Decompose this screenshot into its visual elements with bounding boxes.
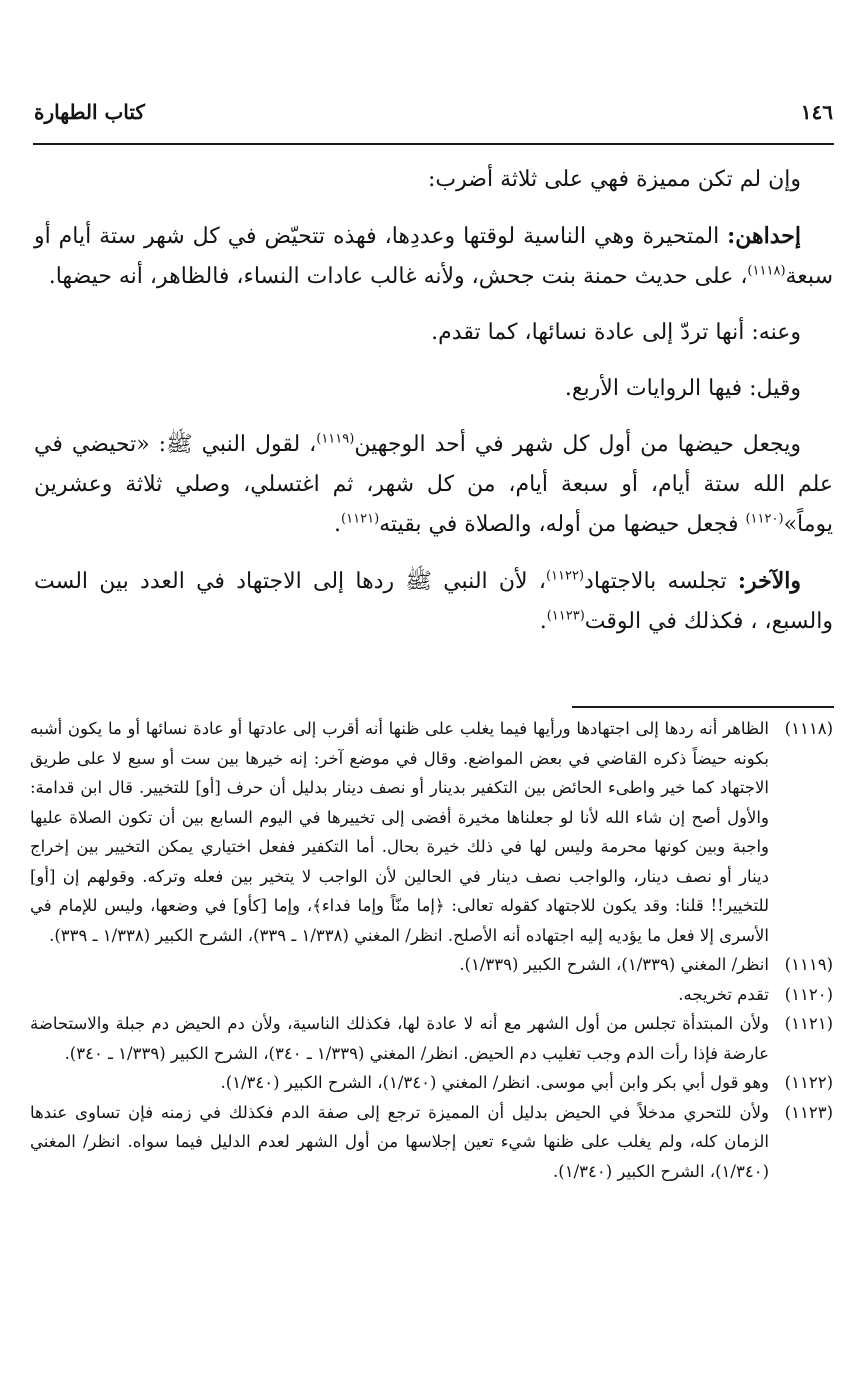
footnote-ref[interactable]: (١١٢٣) (546, 608, 585, 624)
main-text (34, 160, 833, 658)
footnote-text: وهو قول أبي بكر وابن أبي موسى. انظر/ المغني (١/٣٤٠)، الشرح الكبير (١/٣٤٠). (220, 1073, 769, 1092)
footnote-number: (١١٢٠) (784, 984, 833, 1004)
footnote-text: ولأن للتحري مدخلاً في الحيض بدليل أن المميزة ترجع إلى صفة الدم فكذلك في زمنه فإن تساوى عندها الزمان كله، ولم يغلب على ظنها شيء تعين إجلاسها من أول الشهر لعدم الدليل فيما سواه. انظر/ المغني (١/٣٤٠)، الشرح الكبير (١/٣٤٠). (30, 1102, 769, 1181)
running-header (34, 96, 833, 128)
paragraph-intro: وإن لم تكن مميزة فهي على ثلاثة أضرب: (428, 167, 801, 192)
footnote-text: انظر/ المغني (١/٣٣٩)، الشرح الكبير (١/٣٣٩). (459, 955, 769, 974)
footnotes (30, 714, 833, 1186)
footnote-number: (١١١٨) (784, 719, 833, 738)
footnote-ref[interactable]: (١١٢٢) (545, 568, 585, 584)
footnote-item (30, 950, 833, 980)
paragraph-narration: وعنه: أنها تردّ إلى عادة نسائها، كما تقدم. (431, 320, 801, 345)
footnote-text: ولأن المبتدأة تجلس من أول الشهر مع أنه لا عادة لها، فكذلك الناسية، ولأن دم الحيض دم جبلة والاستحاضة عارضة فإذا رأت الدم وجب تغليب دم الحيض. انظر/ المغني (١/٣٣٩ ـ ٣٤٠)، الشرح الكبير (١/٣٣٩ ـ ٣٤٠). (30, 1014, 769, 1063)
footnote-number: (١١٢٣) (784, 1102, 833, 1122)
footnote-ref[interactable]: (١١٢١) (341, 511, 380, 527)
paragraph-first-type: إحداهن: المتحيرة وهي الناسية لوقتها وعددِها، فهذه تتحيّض في كل شهر ستة أيام أو سبعة$^{(١١١٨)}$، على حديث حمنة بنت جحش، ولأنه غالب عادات النساء، فالظاهر، أنه حيضها. (34, 223, 833, 289)
footnote-ref[interactable]: (١١١٨) (747, 263, 786, 279)
footnote-item (30, 1098, 833, 1187)
footnote-item (30, 1068, 833, 1098)
footnote-number: (١١٢١) (784, 1014, 833, 1033)
book-title: كتاب الطهارة (34, 100, 145, 124)
paragraph-lead: إحداهن: (727, 223, 801, 249)
footnote-item (30, 980, 833, 1010)
footnote-ref[interactable]: (١١١٩) (316, 431, 355, 447)
paragraph-lead: والآخر: (737, 568, 801, 594)
footnote-text: الظاهر أنه ردها إلى اجتهادها ورأيها فيما يغلب على ظنها أنه أقرب إلى عادتها أو عادة نسائها أو ما يكون أشبه بكونه حيضاً ذكره القاضي في بعض المواضع. وقال في موضع آخر: إنه خيرها بين ست أو سبع لا على طريق الاجتهاد كما خير واطىء الحائض بين التكفير بدينار أو نصف دينار بدليل أن حرف [أو] للتخيير. قال ابن قدامة: والأول أصح إن شاء الله لأنا لو جعلناها مخيرة أفضى إلى تخييرها في اليوم السابع بين أن تكون الصلاة عليها واجبة وبين كونها محرمة وليس لها في ذلك خيرة بحال. أما التكفير ففعل اختياري يمكن التخيير بين إخراج دينار أو نصف دينار، والواجب نصف دينار في الحالين لأن الواجب لا يتخير بين فعله وتركه. وقولهم إن [أو] للتخيير!! قلنا: وقد يكون للاجتهاد كقوله تعالى: ﴿إما منّاً وإما فداء﴾، وإما [كأو] في وضعها، وليس للإمام في الأسرى إلا فعل ما يؤديه إليه اجتهاده أنه الأصلح. انظر/ المغني (١/٣٣٨ ـ ٣٣٩)، الشرح الكبير (١/٣٣٨ ـ ٣٣٩). (30, 719, 769, 945)
footnote-divider (572, 706, 834, 708)
header-divider (33, 143, 834, 145)
footnote-ref[interactable]: (١١٢٠) (745, 511, 784, 527)
footnote-text: تقدم تخريجه. (678, 984, 769, 1004)
paragraph-start-of-month: ويجعل حيضها من أول كل شهر في أحد الوجهين$^{(١١١٩)}$، لقول النبي ﷺ: «تحيضي في علم الله ستة أيام، أو سبعة أيام، من كل شهر، ثم اغتسلي، وصلي ثلاثة وعشرين يوماً»$^{(١١٢٠)}$ فجعل حيضها من أوله، والصلاة في بقيته$^{(١١٢١)}$. (34, 431, 833, 537)
paragraph-four-narrations: وقيل: فيها الروايات الأربع. (564, 376, 801, 401)
page-number: ١٤٦ (800, 100, 833, 124)
footnote-number: (١١٢٢) (784, 1073, 833, 1092)
footnote-item (30, 1009, 833, 1068)
paragraph-second-view: والآخر: تجلسه بالاجتهاد$^{(١١٢٢)}$، لأن النبي ﷺ ردها إلى الاجتهاد في العدد بين الست والسبع، ، فكذلك في الوقت$^{(١١٢٣)}$. (34, 568, 833, 634)
footnote-item (30, 714, 833, 950)
footnote-number: (١١١٩) (784, 955, 833, 974)
